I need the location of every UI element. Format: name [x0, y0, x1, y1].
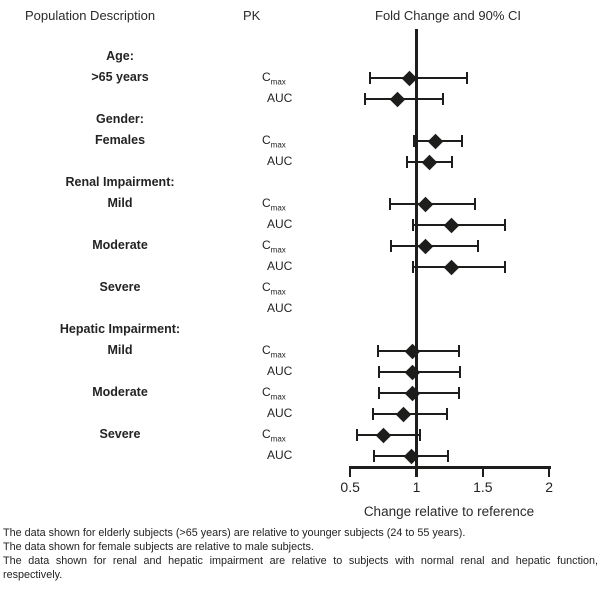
- ci-interval-bar: [370, 77, 467, 79]
- ci-cap-lower: [369, 72, 371, 84]
- ci-cap-lower: [373, 450, 375, 462]
- point-estimate-diamond: [427, 133, 443, 149]
- point-estimate-diamond: [390, 91, 406, 107]
- ci-cap-lower: [378, 387, 380, 399]
- population-label: Moderate: [92, 385, 148, 399]
- ci-cap-upper: [458, 345, 460, 357]
- point-estimate-diamond: [405, 364, 421, 380]
- pk-label-auc: AUC: [267, 91, 293, 105]
- footnote-elderly: The data shown for elderly subjects (>65 years) are relative to younger subjects (24 to 55 years).: [3, 527, 466, 539]
- x-axis-tick-label: 0.5: [340, 479, 360, 495]
- ci-cap-upper: [466, 72, 468, 84]
- ci-cap-lower: [406, 156, 408, 168]
- footnote-impairment: The data shown for renal and hepatic impairment are relative to subjects with normal renal and hepatic function, respectively.: [3, 555, 598, 581]
- pk-label-auc: AUC: [267, 364, 293, 378]
- reference-line: [415, 29, 418, 466]
- ci-cap-upper: [504, 219, 506, 231]
- point-estimate-diamond: [405, 385, 421, 401]
- population-label: Moderate: [92, 238, 148, 252]
- pk-label-cmax: $C_{max}$: [262, 133, 286, 150]
- ci-cap-upper: [459, 366, 461, 378]
- point-estimate-diamond: [418, 238, 434, 254]
- pk-label-cmax: $C_{max}$: [262, 385, 286, 402]
- ci-cap-lower: [389, 198, 391, 210]
- pk-label-cmax: $C_{max}$: [262, 70, 286, 87]
- population-label: Mild: [107, 343, 133, 357]
- point-estimate-diamond: [376, 427, 392, 443]
- ci-cap-lower: [412, 219, 414, 231]
- point-estimate-diamond: [418, 196, 434, 212]
- pk-label-auc: AUC: [267, 154, 293, 168]
- population-label: Severe: [99, 280, 141, 294]
- ci-cap-upper: [446, 408, 448, 420]
- pk-label-cmax: $C_{max}$: [262, 343, 286, 360]
- point-estimate-diamond: [395, 406, 411, 422]
- pk-label-auc: AUC: [267, 217, 293, 231]
- column-header-population: Population Description: [25, 8, 156, 23]
- x-axis-tick-label: 2: [545, 479, 554, 495]
- x-axis-tick: [349, 466, 352, 477]
- x-axis-title: Change relative to reference: [363, 504, 535, 519]
- ci-cap-upper: [477, 240, 479, 252]
- pk-label-auc: AUC: [267, 259, 293, 273]
- ci-cap-upper: [447, 450, 449, 462]
- pk-label-cmax: $C_{max}$: [262, 196, 286, 213]
- ci-cap-lower: [412, 261, 414, 273]
- ci-cap-lower: [372, 408, 374, 420]
- ci-cap-lower: [390, 240, 392, 252]
- group-header-label: Gender:: [96, 112, 144, 126]
- group-header-label: Hepatic Impairment:: [59, 322, 181, 336]
- point-estimate-diamond: [405, 343, 421, 359]
- pk-label-auc: AUC: [267, 448, 293, 462]
- pk-label-auc: AUC: [267, 301, 293, 315]
- x-axis-tick: [548, 466, 551, 477]
- point-estimate-diamond: [443, 217, 459, 233]
- pk-label-cmax: $C_{max}$: [262, 238, 286, 255]
- ci-cap-upper: [461, 135, 463, 147]
- ci-cap-upper: [458, 387, 460, 399]
- ci-cap-lower: [364, 93, 366, 105]
- ci-cap-lower: [377, 345, 379, 357]
- population-label: Mild: [107, 196, 133, 210]
- column-header-pk: PK: [243, 8, 261, 23]
- column-header-fold-change: Fold Change and 90% CI: [375, 8, 521, 23]
- footnote-gender: The data shown for female subjects are relative to male subjects.: [3, 541, 314, 553]
- ci-cap-lower: [356, 429, 358, 441]
- ci-cap-upper: [504, 261, 506, 273]
- ci-cap-upper: [451, 156, 453, 168]
- x-axis-line: [349, 466, 551, 469]
- ci-cap-upper: [474, 198, 476, 210]
- population-label: Females: [94, 133, 146, 147]
- pk-label-cmax: $C_{max}$: [262, 280, 286, 297]
- population-label: >65 years: [91, 70, 149, 84]
- x-axis-tick-label: 1: [412, 479, 421, 495]
- ci-cap-upper: [419, 429, 421, 441]
- pk-label-auc: AUC: [267, 406, 293, 420]
- group-header-label: Renal Impairment:: [65, 175, 175, 189]
- point-estimate-diamond: [443, 259, 459, 275]
- ci-interval-bar: [391, 245, 477, 247]
- ci-cap-upper: [442, 93, 444, 105]
- x-axis-tick-label: 1.5: [473, 479, 493, 495]
- pk-label-cmax: $C_{max}$: [262, 427, 286, 444]
- population-label: Severe: [99, 427, 141, 441]
- x-axis-tick: [482, 466, 485, 477]
- footnotes: [3, 526, 598, 582]
- group-header-label: Age:: [106, 49, 134, 63]
- ci-cap-lower: [413, 135, 415, 147]
- x-axis-tick: [415, 466, 418, 477]
- point-estimate-diamond: [422, 154, 438, 170]
- ci-cap-lower: [378, 366, 380, 378]
